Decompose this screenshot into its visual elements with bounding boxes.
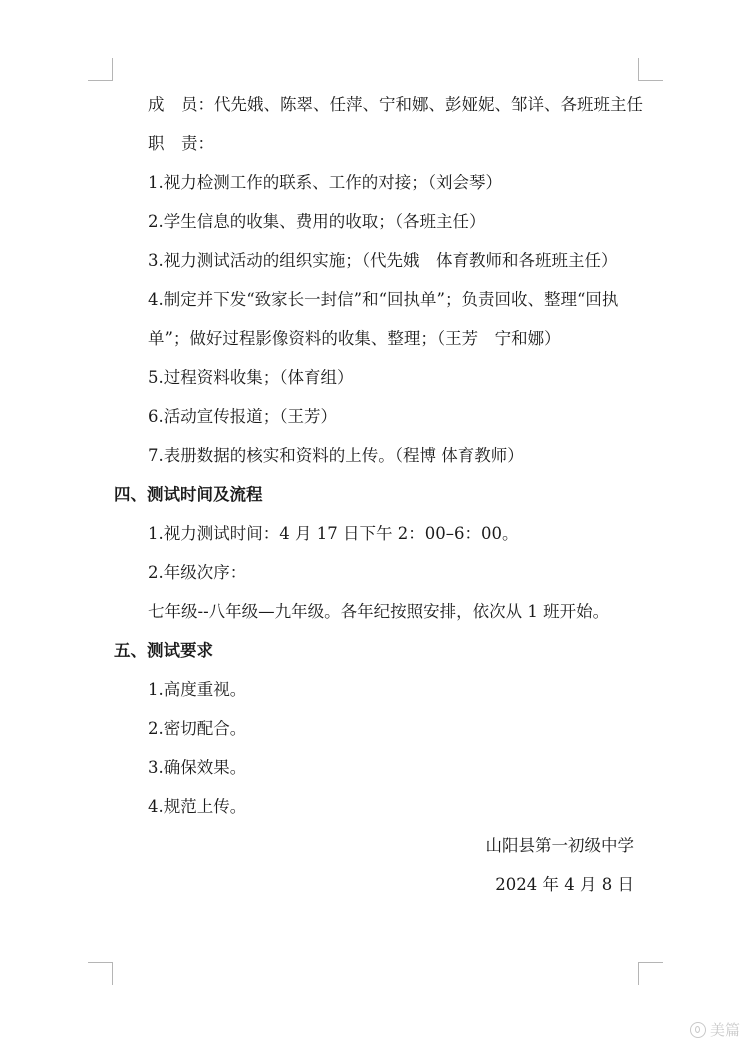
duty-item: 4.制定并下发“致家长一封信”和“回执单”；负责回收、整理“回执单”；做好过程影像资料的收集、整理；（王芳 宁和娜） [148, 290, 619, 348]
section-heading-time-and-process: 四、测试时间及流程 [114, 485, 263, 504]
duty-item: 6.活动宣传报道；（王芳） [148, 407, 337, 426]
watermark-text: 美篇 [709, 1021, 740, 1039]
duty-item: 7.表册数据的核实和资料的上传。（程博 体育教师） [148, 446, 524, 465]
duty-item: 1.视力检测工作的联系、工作的对接；（刘会琴） [148, 173, 502, 192]
duties-label: 职 责： [148, 134, 214, 153]
list-item: 1.视力测试时间：4 月 17 日下午 2：00–6：00。 [148, 524, 519, 543]
crop-mark-top-right [638, 58, 663, 81]
crop-mark-bottom-right [638, 962, 663, 985]
list-item: 1.高度重视。 [148, 680, 247, 699]
crop-mark-bottom-left [88, 962, 113, 985]
duty-item: 2.学生信息的收集、费用的收取；（各班主任） [148, 212, 486, 231]
meipian-logo-icon [690, 1022, 706, 1038]
list-item: 七年级--八年级—九年级。各年纪按照安排，依次从 1 班开始。 [148, 602, 610, 621]
list-item: 3.确保效果。 [148, 758, 247, 777]
duty-item: 5.过程资料收集；（体育组） [148, 368, 354, 387]
signature-org: 山阳县第一初级中学 [485, 836, 634, 855]
members-line: 成 员：代先娥、陈翠、任萍、宁和娜、彭娅妮、邹详、各班班主任 [148, 95, 643, 114]
list-item: 2.密切配合。 [148, 719, 247, 738]
signature-date: 2024 年 4 月 8 日 [495, 875, 634, 894]
section-heading-test-requirements: 五、测试要求 [114, 641, 213, 660]
list-item: 4.规范上传。 [148, 797, 247, 816]
list-item: 2.年级次序： [148, 563, 247, 582]
document-body [114, 85, 643, 904]
duty-item: 3.视力测试活动的组织实施；（代先娥 体育教师和各班班主任） [148, 251, 618, 270]
watermark [690, 1019, 740, 1040]
crop-mark-top-left [88, 58, 113, 81]
